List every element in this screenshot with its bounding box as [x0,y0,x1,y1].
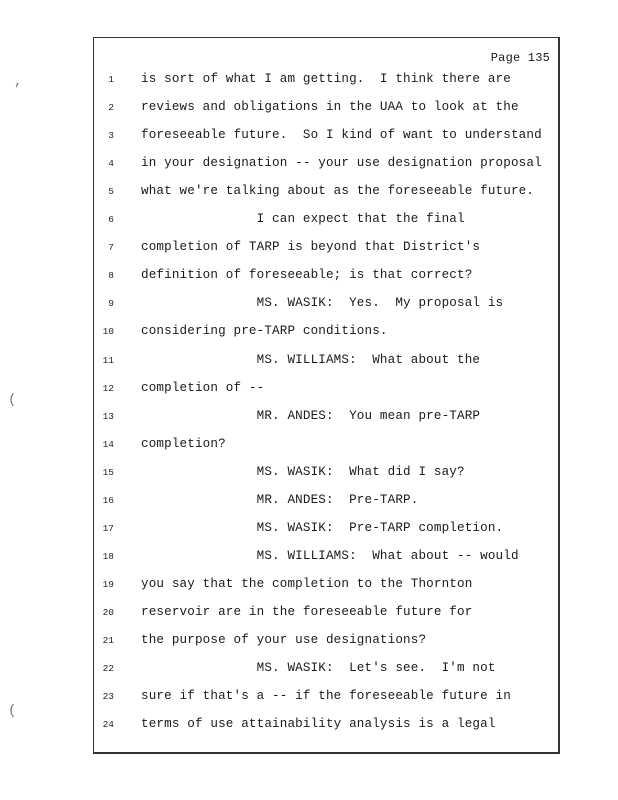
transcript-line: terms of use attainability analysis is a legal [141,717,496,732]
line-number: 19 [102,578,114,590]
line-number: 21 [102,635,114,646]
line-number: 12 [102,382,114,394]
margin-mark-middle: ( [8,392,17,408]
transcript-line: sure if that's a -- if the foreseeable future in [141,689,511,704]
transcript-line: MS. WILLIAMS: What about the [141,352,481,367]
line-number: 22 [102,663,114,675]
transcript-line: completion? [141,436,226,451]
transcript-page-frame [93,37,560,754]
transcript-line: you say that the completion to the Thornton [141,576,473,591]
line-number: 13 [102,410,114,422]
transcript-line: what we're talking about as the foreseeable future. [141,184,535,199]
transcript-line: reservoir are in the foreseeable future for [141,604,473,619]
transcript-line: MR. ANDES: You mean pre-TARP [141,408,481,423]
transcript-line: definition of foreseeable; is that correct? [141,268,473,283]
line-number: 8 [108,270,114,282]
line-number: 2 [108,102,114,114]
line-number: 18 [102,550,114,562]
line-number: 10 [102,326,114,338]
transcript-line: MS. WASIK: Let's see. I'm not [141,661,496,676]
page-number: Page 135 [490,51,550,65]
line-number: 11 [102,354,114,366]
line-number: 14 [102,438,114,450]
transcript-line: completion of TARP is beyond that District's [141,240,481,255]
line-number: 16 [102,494,114,506]
line-number: 3 [108,130,114,142]
transcript-line: MS. WILLIAMS: What about -- would [141,548,519,563]
transcript-line: MR. ANDES: Pre-TARP. [141,492,419,507]
transcript-line: MS. WASIK: Pre-TARP completion. [141,520,504,535]
transcript-line: completion of -- [141,380,265,395]
transcript-line: reviews and obligations in the UAA to look at the [141,100,519,115]
transcript-line: MS. WASIK: What did I say? [141,464,465,479]
line-number: 15 [102,466,114,478]
line-number: 20 [102,606,114,618]
margin-mark-bottom: ( [8,703,17,719]
transcript-line: MS. WASIK: Yes. My proposal is [141,296,504,311]
transcript-line: foreseeable future. So I kind of want to understand [141,128,542,143]
line-number: 23 [102,691,114,703]
transcript-line: is sort of what I am getting. I think there are [141,72,511,86]
line-number: 17 [102,522,114,534]
transcript-line: I can expect that the final [141,212,465,227]
line-number: 6 [108,214,114,226]
line-number: 24 [102,719,114,731]
line-number: 4 [108,158,114,170]
transcript-line: in your designation -- your use designation proposal [141,156,542,171]
margin-mark-top: ’ [13,82,22,98]
transcript-line: considering pre-TARP conditions. [141,324,388,339]
line-number: 9 [108,298,114,310]
transcript-line: the purpose of your use designations? [141,633,427,647]
line-number: 1 [108,74,114,85]
line-number: 7 [108,242,114,254]
line-number: 5 [108,186,114,198]
